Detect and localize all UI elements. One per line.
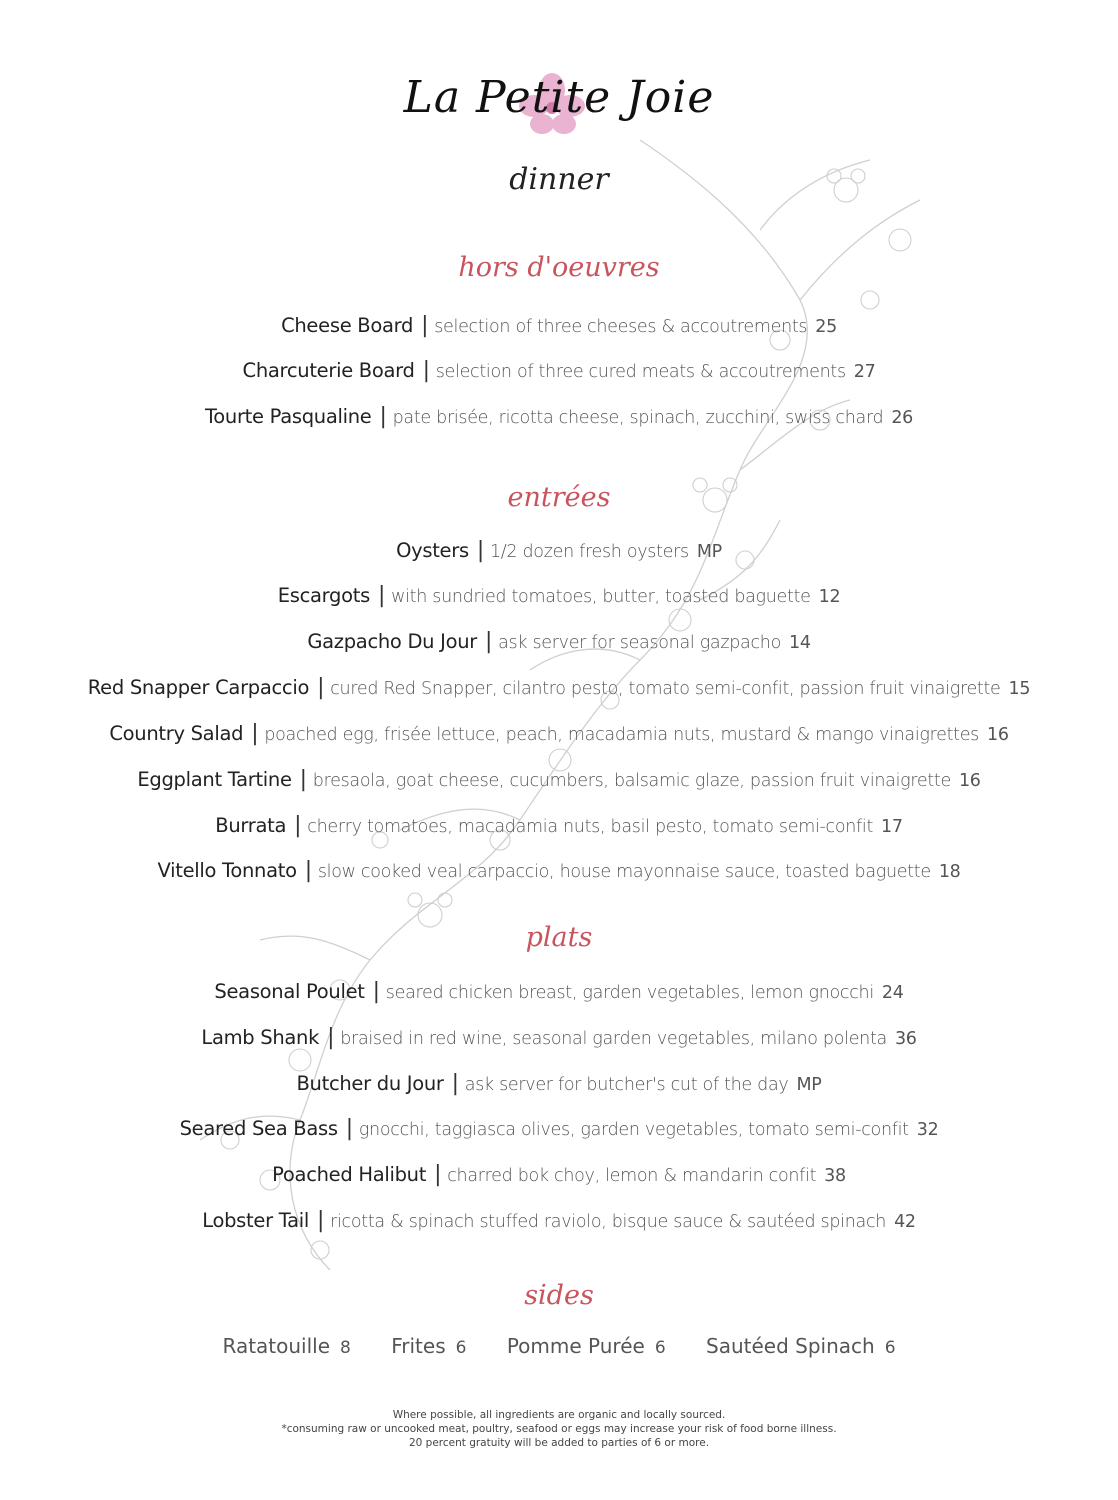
menu-item [0,858,1118,883]
item-price: 42 [894,1212,916,1232]
item-description: pate brisée, ricotta cheese, spinach, zucchini, swiss chard [392,408,884,428]
item-name: Cheese Board [281,314,414,337]
menu-item [0,767,1118,792]
section-title-sides: sides [524,1280,594,1311]
separator: | [476,538,484,563]
item-name: Escargots [277,584,370,607]
separator: | [421,313,429,338]
menu-item [0,1025,1118,1050]
item-description: cherry tomatoes, macadamia nuts, basil pesto, tomato semi-confit [307,817,874,837]
separator: | [379,404,387,429]
menu-item [0,1071,1118,1096]
item-description: with sundried tomatoes, butter, toasted baguette [391,587,811,607]
item-description: ask server for butcher's cut of the day [464,1075,789,1095]
menu-item [0,404,1118,429]
item-description: selection of three cured meats & accoutrements [435,362,846,382]
item-description: slow cooked veal carpaccio, house mayonnaise sauce, toasted baguette [317,862,931,882]
item-price: 15 [1008,679,1031,699]
menu-item [0,629,1118,654]
item-name: Lobster Tail [202,1209,309,1232]
item-price: MP [796,1075,822,1095]
item-name: Seasonal Poulet [214,980,365,1003]
section-title-plats: plats [525,922,593,953]
item-description: bresaola, goat cheese, cucumbers, balsamic glaze, passion fruit vinaigrette [312,771,951,791]
section-title-entrees: entrées [507,482,611,513]
menu-item [0,358,1118,383]
restaurant-logo [0,72,1118,123]
side-name: Frites [391,1334,446,1358]
item-description: 1/2 dozen fresh oysters [489,542,689,562]
sides-list [0,1334,1118,1358]
separator: | [304,858,312,883]
item-price: 14 [788,633,811,653]
side-name: Pomme Purée [506,1334,645,1358]
separator: | [372,979,380,1004]
item-description: ask server for seasonal gazpacho [498,633,781,653]
side-item [507,1334,666,1358]
item-price: 36 [894,1029,917,1049]
item-name: Eggplant Tartine [137,768,292,791]
item-name: Country Salad [109,722,244,745]
item-price: 16 [958,771,981,791]
item-description: selection of three cheeses & accoutrements [434,317,808,337]
separator: | [316,1208,325,1233]
item-name: Butcher du Jour [296,1072,444,1095]
item-price: 32 [916,1120,939,1140]
separator: | [327,1025,335,1050]
menu-item [0,583,1118,608]
separator: | [251,721,259,746]
item-price: MP [696,542,722,562]
menu-item [0,675,1118,700]
side-price: 8 [340,1338,351,1358]
item-name: Gazpacho Du Jour [307,630,477,653]
side-price: 6 [884,1338,896,1358]
separator: | [451,1071,459,1096]
menu-item [0,1116,1118,1141]
separator: | [317,675,325,700]
item-name: Poached Halibut [272,1163,427,1186]
side-name: Ratatouille [222,1334,331,1358]
item-price: 38 [824,1166,846,1186]
item-description: seared chicken breast, garden vegetables, lemon gnocchi [385,983,874,1003]
side-item [222,1334,350,1358]
item-price: 16 [986,725,1009,745]
menu-item [0,538,1118,563]
item-description: ricotta & spinach stuffed raviolo, bisque sauce & sautéed spinach [330,1212,887,1232]
item-price: 27 [853,362,876,382]
menu-meal-title: dinner [509,162,609,197]
separator: | [422,358,430,383]
item-price: 24 [881,983,904,1003]
menu-footer [0,1408,1118,1450]
item-price: 25 [815,317,837,337]
menu-item [0,813,1118,838]
item-name: Red Snapper Carpaccio [87,676,310,699]
side-item [391,1334,466,1358]
item-price: 18 [938,862,961,882]
footer-gratuity-note: 20 percent gratuity will be added to parties of 6 or more. [408,1437,710,1449]
item-name: Charcuterie Board [242,359,415,382]
menu-item [0,721,1118,746]
item-description: braised in red wine, seasonal garden vegetables, milano polenta [340,1029,887,1049]
item-name: Oysters [396,539,469,562]
footer-sourcing-note: Where possible, all ingredients are organic and locally sourced. [392,1409,726,1421]
menu-item [0,1208,1118,1233]
item-description: gnocchi, taggiasca olives, garden vegetables, tomato semi-confit [358,1120,909,1140]
separator: | [299,767,307,792]
side-price: 6 [455,1338,467,1358]
item-name: Seared Sea Bass [179,1117,338,1140]
menu-item [0,979,1118,1004]
section-title-hors-doeuvres: hors d'oeuvres [458,252,660,283]
item-description: poached egg, frisée lettuce, peach, macadamia nuts, mustard & mango vinaigrettes [264,725,979,745]
item-name: Tourte Pasqualine [204,405,372,428]
menu-item [0,313,1118,338]
separator: | [345,1116,353,1141]
footer-health-warning: *consuming raw or uncooked meat, poultry, seafood or eggs may increase your risk of food borne illness. [281,1423,837,1435]
separator: | [377,583,386,608]
item-description: cured Red Snapper, cilantro pesto, tomato semi-confit, passion fruit vinaigrette [330,679,1001,699]
item-price: 26 [891,408,914,428]
side-item [706,1334,896,1358]
side-price: 6 [654,1338,666,1358]
menu-item [0,1162,1118,1187]
item-name: Burrata [215,814,287,837]
separator: | [485,629,493,654]
item-price: 12 [818,587,841,607]
separator: | [434,1162,442,1187]
item-name: Lamb Shank [201,1026,320,1049]
restaurant-name: La Petite Joie [403,72,715,123]
item-description: charred bok choy, lemon & mandarin confit [447,1166,817,1186]
item-price: 17 [881,817,903,837]
item-name: Vitello Tonnato [157,859,297,882]
separator: | [294,813,302,838]
side-name: Sautéed Spinach [706,1334,875,1358]
